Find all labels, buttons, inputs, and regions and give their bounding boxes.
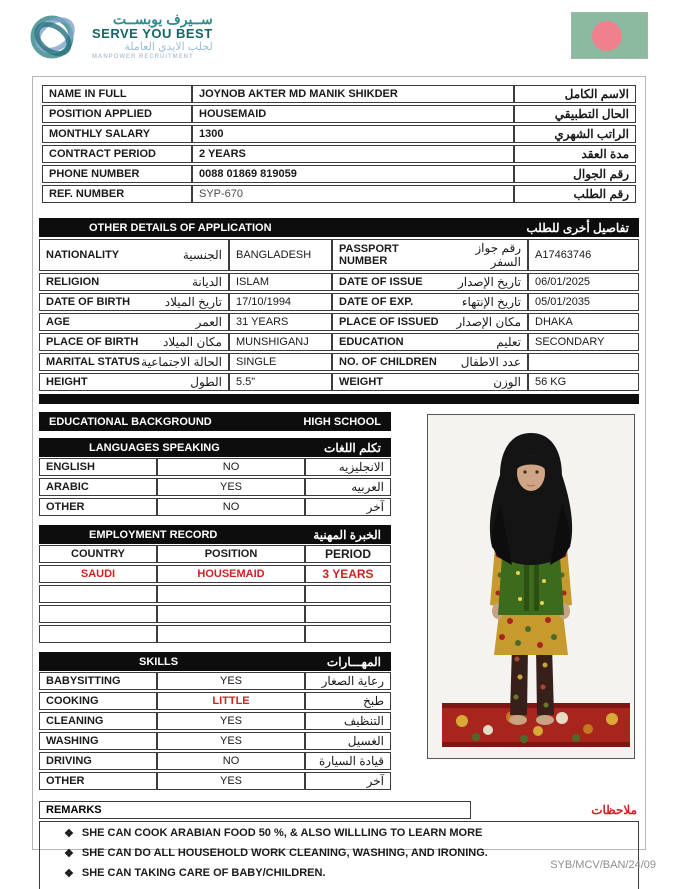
field-value: 1300 xyxy=(192,125,514,143)
field-label-arabic: مكان الميلاد xyxy=(163,335,222,349)
skill-value: YES xyxy=(157,772,305,790)
table-row xyxy=(39,313,639,331)
remark-item xyxy=(64,847,630,860)
language-label-arabic: الانجليزيه xyxy=(305,458,391,476)
logo-arabic-tagline: لجلب الايدي العاملة xyxy=(124,41,213,54)
employment-table xyxy=(39,543,391,645)
skill-value: YES xyxy=(157,672,305,690)
diamond-bullet-icon: ❖ xyxy=(64,848,74,860)
field-label: PASSPORT NUMBER xyxy=(339,243,399,267)
column-header: POSITION xyxy=(157,545,305,563)
middle-section xyxy=(39,412,639,792)
diamond-bullet-icon: ❖ xyxy=(64,828,74,840)
skills-table xyxy=(39,670,391,792)
logo-knot-icon xyxy=(28,8,86,71)
field-label: RELIGION xyxy=(46,276,100,288)
remark-text: SHE CAN TAKING CARE OF BABY/CHILDREN. xyxy=(81,867,326,879)
field-label-arabic: الديانة xyxy=(191,275,222,289)
employment-period: 3 YEARS xyxy=(305,565,391,583)
field-label-arabic: تاريخ الإصدار xyxy=(457,275,521,289)
languages-table xyxy=(39,456,391,518)
field-label: NATIONALITY xyxy=(46,249,120,261)
skill-value: YES xyxy=(157,732,305,750)
table-row xyxy=(42,105,636,123)
table-row xyxy=(42,125,636,143)
employment-section xyxy=(39,525,391,645)
language-value: YES xyxy=(157,478,305,496)
skill-label: DRIVING xyxy=(39,752,157,770)
education-label: EDUCATIONAL BACKGROUND xyxy=(49,415,212,428)
field-label-arabic: رقم الطلب xyxy=(514,185,636,203)
field-label-arabic: الحال التطبيقي xyxy=(514,105,636,123)
table-row xyxy=(39,333,639,351)
remark-text: SHE CAN COOK ARABIAN FOOD 50 %, & ALSO WILLLING TO LEARN MORE xyxy=(81,827,483,839)
table-row xyxy=(42,85,636,103)
section-title: EMPLOYMENT RECORD xyxy=(89,528,218,541)
language-value: NO xyxy=(157,498,305,516)
section-title: OTHER DETAILS OF APPLICATION xyxy=(89,221,272,234)
field-label-arabic: الوزن xyxy=(493,375,521,389)
field-value: 2 YEARS xyxy=(192,145,514,163)
field-label-arabic: رقم جواز السفر xyxy=(475,241,521,269)
skill-label: OTHER xyxy=(39,772,157,790)
field-label: DATE OF BIRTH xyxy=(46,296,131,308)
field-label-arabic: رقم الجوال xyxy=(514,165,636,183)
field-label-arabic: تعليم xyxy=(496,335,521,349)
table-row xyxy=(39,545,391,563)
language-label: ARABIC xyxy=(39,478,157,496)
field-label-arabic: الطول xyxy=(190,375,222,389)
left-column xyxy=(39,412,391,792)
field-value: 17/10/1994 xyxy=(229,293,332,311)
field-label: DATE OF ISSUE xyxy=(339,276,423,288)
remark-text: SHE CAN DO ALL HOUSEHOLD WORK CLEANING, WASHING, AND IRONING. xyxy=(81,847,488,859)
languages-section xyxy=(39,438,391,518)
flag-circle xyxy=(592,21,622,51)
field-value: 56 KG xyxy=(528,373,639,391)
language-value: NO xyxy=(157,458,305,476)
column-header: COUNTRY xyxy=(39,545,157,563)
table-row xyxy=(39,672,391,690)
field-value: 5.5" xyxy=(229,373,332,391)
skill-label: COOKING xyxy=(39,692,157,710)
section-title: SKILLS xyxy=(139,655,179,668)
skills-header xyxy=(39,652,391,671)
table-row xyxy=(39,273,639,291)
remarks-section xyxy=(39,801,639,889)
education-bar xyxy=(39,412,391,431)
table-row xyxy=(39,478,391,496)
remark-item xyxy=(64,867,630,880)
field-label: AGE xyxy=(46,316,70,328)
logo-english-tagline: MANPOWER RECRUITMENT xyxy=(92,53,194,60)
table-row xyxy=(42,185,636,203)
field-value: 0088 01869 819059 xyxy=(192,165,514,183)
skill-label-arabic: التنظيف xyxy=(305,712,391,730)
logo-english-name: SERVE YOU BEST xyxy=(92,25,213,41)
remarks-body xyxy=(39,821,639,889)
field-label-arabic: تاريخ الإنتهاء xyxy=(461,295,521,309)
table-row xyxy=(39,625,391,643)
skill-value: NO xyxy=(157,752,305,770)
section-title-arabic: تفاصيل أخرى للطلب xyxy=(526,220,629,235)
field-value: A17463746 xyxy=(528,239,639,271)
field-value: ISLAM xyxy=(229,273,332,291)
field-label: PLACE OF ISSUED xyxy=(339,316,439,328)
field-label: MONTHLY SALARY xyxy=(42,125,192,143)
table-row xyxy=(39,732,391,750)
section-title-arabic: الخبرة المهنية xyxy=(313,527,381,542)
field-label: MARITAL STATUS xyxy=(46,356,140,368)
table-row xyxy=(39,585,391,603)
field-label: PHONE NUMBER xyxy=(42,165,192,183)
section-title-arabic: المهـــارات xyxy=(326,654,381,669)
field-label-arabic: العمر xyxy=(195,315,222,329)
table-row xyxy=(39,712,391,730)
skill-label: CLEANING xyxy=(39,712,157,730)
section-title: REMARKS xyxy=(39,801,471,819)
field-label-arabic: عدد الاطفال xyxy=(460,355,521,369)
language-label-arabic: آخر xyxy=(305,498,391,516)
field-value: SECONDARY xyxy=(528,333,639,351)
field-value: 05/01/2035 xyxy=(528,293,639,311)
other-details-header xyxy=(39,218,639,237)
table-row xyxy=(39,498,391,516)
skill-label-arabic: رعاية الصغار xyxy=(305,672,391,690)
other-details-table xyxy=(39,237,639,393)
section-title-arabic: ملاحظات xyxy=(591,803,637,817)
field-value: BANGLADESH xyxy=(229,239,332,271)
field-label: NAME IN FULL xyxy=(42,85,192,103)
basic-info-table xyxy=(42,83,636,205)
skill-value: YES xyxy=(157,712,305,730)
skill-label: BABYSITTING xyxy=(39,672,157,690)
field-label: PLACE OF BIRTH xyxy=(46,336,139,348)
field-label: HEIGHT xyxy=(46,376,88,388)
employment-country: SAUDI xyxy=(39,565,157,583)
table-row xyxy=(42,165,636,183)
language-label-arabic: العربيه xyxy=(305,478,391,496)
table-row xyxy=(39,752,391,770)
table-row xyxy=(39,692,391,710)
header xyxy=(28,8,662,72)
skill-value: LITTLE xyxy=(157,692,305,710)
employment-position: HOUSEMAID xyxy=(157,565,305,583)
other-details-section xyxy=(39,218,639,404)
table-row xyxy=(39,458,391,476)
language-label: OTHER xyxy=(39,498,157,516)
field-label: CONTRACT PERIOD xyxy=(42,145,192,163)
logo-text xyxy=(92,8,213,60)
field-label-arabic: الحالة الاجتماعية xyxy=(141,355,222,369)
employment-header xyxy=(39,525,391,544)
field-value xyxy=(528,353,639,371)
field-label-arabic: مدة العقد xyxy=(514,145,636,163)
table-row xyxy=(39,293,639,311)
field-value: 06/01/2025 xyxy=(528,273,639,291)
field-value: HOUSEMAID xyxy=(192,105,514,123)
table-row xyxy=(39,565,391,583)
field-value: DHAKA xyxy=(528,313,639,331)
field-value: 31 YEARS xyxy=(229,313,332,331)
table-row xyxy=(39,772,391,790)
skill-label-arabic: الغسيل xyxy=(305,732,391,750)
skill-label-arabic: طبخ xyxy=(305,692,391,710)
field-label-arabic: الجنسية xyxy=(182,248,222,262)
section-title: LANGUAGES SPEAKING xyxy=(89,441,220,454)
field-label: NO. OF CHILDREN xyxy=(339,356,437,368)
skills-section xyxy=(39,652,391,792)
field-value: JOYNOB AKTER MD MANIK SHIKDER xyxy=(192,85,514,103)
column-header: PERIOD xyxy=(305,545,391,563)
field-label-arabic: الراتب الشهري xyxy=(514,125,636,143)
field-label-arabic: مكان الإصدار xyxy=(456,315,521,329)
table-row xyxy=(39,239,639,271)
education-value: HIGH SCHOOL xyxy=(303,415,381,428)
table-row xyxy=(39,353,639,371)
field-label-arabic: الاسم الكامل xyxy=(514,85,636,103)
field-label: EDUCATION xyxy=(339,336,404,348)
table-row xyxy=(39,605,391,623)
logo-arabic-name: ســيرف يوبســت xyxy=(112,11,213,27)
agency-logo xyxy=(28,8,662,71)
field-label: WEIGHT xyxy=(339,376,383,388)
field-value: SINGLE xyxy=(229,353,332,371)
field-label-arabic: تاريخ الميلاد xyxy=(164,295,222,309)
section-title-arabic: تكلم اللغات xyxy=(324,440,381,455)
table-row xyxy=(42,145,636,163)
table-row xyxy=(39,373,639,391)
remarks-header xyxy=(39,801,639,819)
skill-label: WASHING xyxy=(39,732,157,750)
field-label: POSITION APPLIED xyxy=(42,105,192,123)
reference-code: SYB/MCV/BAN/24/09 xyxy=(550,859,656,871)
field-value: MUNSHIGANJ xyxy=(229,333,332,351)
field-label: DATE OF EXP. xyxy=(339,296,414,308)
bangladesh-flag xyxy=(571,12,648,59)
language-label: ENGLISH xyxy=(39,458,157,476)
languages-header xyxy=(39,438,391,457)
field-value: SYP-670 xyxy=(192,185,514,203)
diamond-bullet-icon: ❖ xyxy=(64,868,74,880)
skill-label-arabic: آخر xyxy=(305,772,391,790)
field-label: REF. NUMBER xyxy=(42,185,192,203)
skill-label-arabic: قيادة السيارة xyxy=(305,752,391,770)
remark-item xyxy=(64,827,630,840)
candidate-photo xyxy=(427,414,635,759)
section-divider xyxy=(39,394,639,404)
